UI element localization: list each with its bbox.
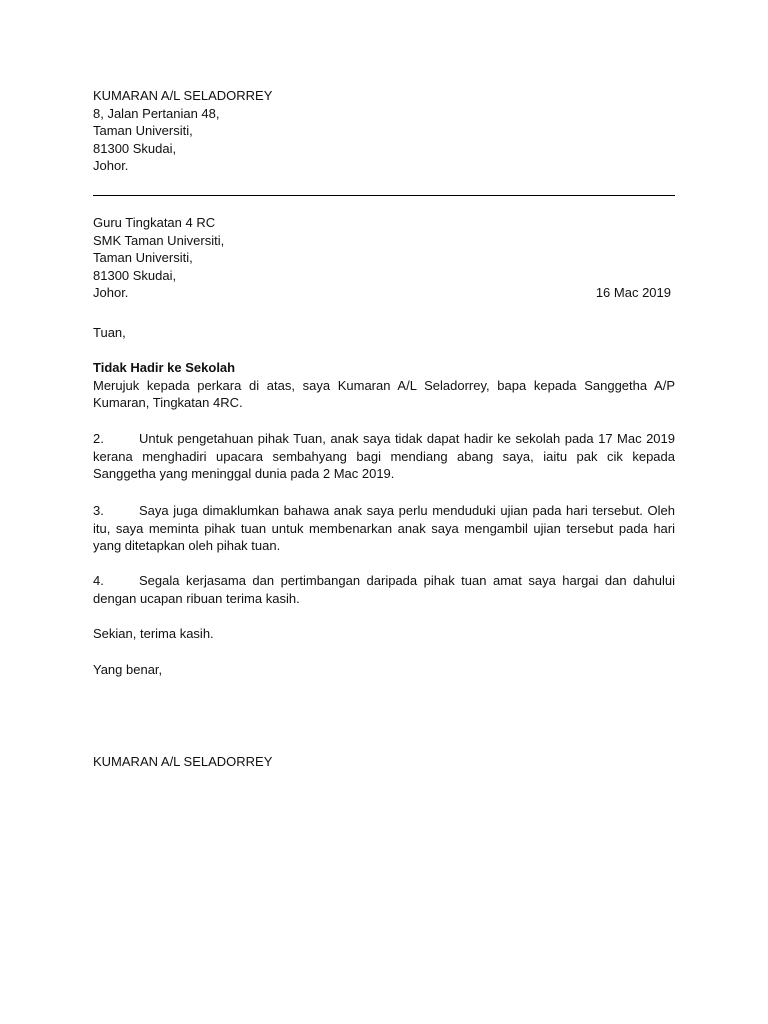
sender-address-line: Taman Universiti, <box>93 123 193 138</box>
paragraph-number: 4. <box>93 573 104 588</box>
paragraph-3 <box>93 502 675 555</box>
paragraph-number: 2. <box>93 431 104 446</box>
paragraph-text: Segala kerjasama dan pertimbangan daripada pihak tuan amat saya hargai dan dahului dengan ucapan ribuan terima kasih. <box>93 573 675 606</box>
sender-address-line: Johor. <box>93 158 129 173</box>
closing <box>93 625 675 643</box>
letter-date: 16 Mac 2019 <box>595 285 671 300</box>
paragraph-text: Untuk pengetahuan pihak Tuan, anak saya tidak dapat hadir ke sekolah pada 17 Mac 2019 kerana menghadiri upacara sembahyang bagi mendiang abang saya, iaitu pak cik kepada Sanggetha yang meninggal dunia pada 2 Mac 2019. <box>93 431 675 481</box>
paragraph-text: Saya juga dimaklumkan bahawa anak saya perlu menduduki ujian pada hari tersebut. Oleh itu, saya meminta pihak tuan untuk membenarkan anak saya mengambil ujian tersebut pada hari yang ditetapkan oleh pihak tuan. <box>93 503 675 553</box>
recipient-date-row <box>93 284 671 302</box>
signoff-text: Yang benar, <box>93 662 163 677</box>
signoff <box>93 661 675 679</box>
recipient-line: Johor. <box>93 285 129 300</box>
closing-text: Sekian, terima kasih. <box>93 626 214 641</box>
recipient-block <box>93 214 675 302</box>
header-divider <box>93 195 675 196</box>
sender-address-line: 8, Jalan Pertanian 48, <box>93 105 220 121</box>
signature <box>93 753 675 771</box>
recipient-line: SMK Taman Universiti, <box>93 232 225 248</box>
paragraph-4 <box>93 572 675 607</box>
paragraph-2 <box>93 430 675 483</box>
salutation <box>93 324 675 342</box>
paragraph-number: 3. <box>93 503 104 518</box>
sender-address-line: 81300 Skudai, <box>93 140 177 156</box>
letter-subject: Tidak Hadir ke Sekolah <box>93 360 236 375</box>
intro-paragraph: Merujuk kepada perkara di atas, saya Kumaran A/L Seladorrey, bapa kepada Sanggetha A/P Kumaran, Tingkatan 4RC. <box>93 377 675 410</box>
recipient-line: Taman Universiti, <box>93 250 193 265</box>
subject-and-intro <box>93 359 675 412</box>
sender-block <box>93 87 675 175</box>
salutation-text: Tuan, <box>93 325 126 340</box>
recipient-line: 81300 Skudai, <box>93 267 177 283</box>
recipient-line: Guru Tingkatan 4 RC <box>93 215 216 230</box>
sender-name: KUMARAN A/L SELADORREY <box>93 88 273 103</box>
signature-name: KUMARAN A/L SELADORREY <box>93 754 273 769</box>
